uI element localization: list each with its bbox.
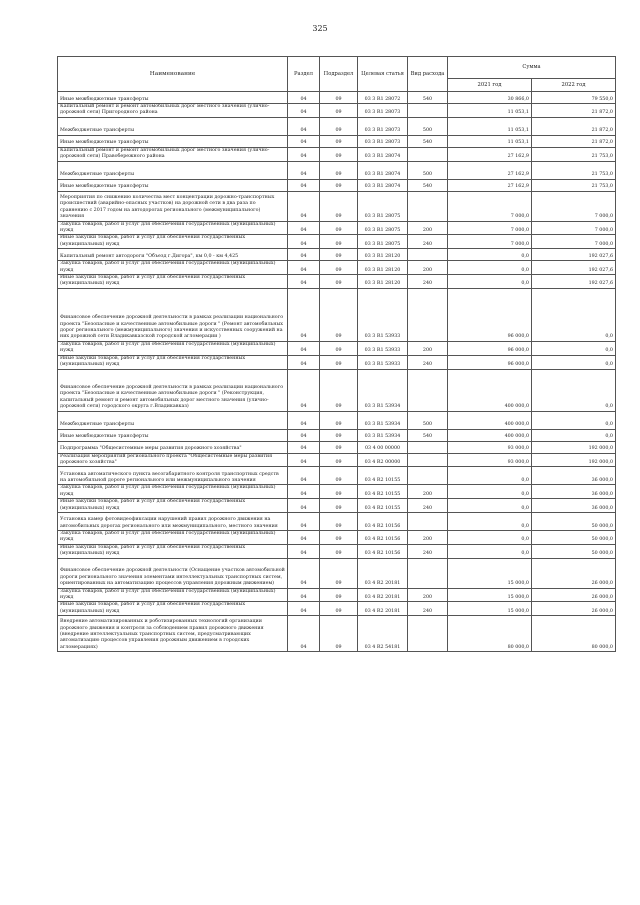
row-subsection: 09 [320, 485, 358, 499]
row-sum-2021: 11 053,1 [448, 117, 532, 135]
header-sum: Сумма [448, 57, 616, 79]
row-section: 04 [288, 288, 320, 341]
table-row [58, 221, 616, 235]
table-row [58, 616, 616, 652]
row-subsection: 09 [320, 369, 358, 411]
row-expense-type: 240 [408, 355, 448, 369]
row-sum-2022: 192 027,6 [532, 249, 616, 261]
row-expense-type: 240 [408, 235, 448, 249]
row-name: Мероприятия по снижению количества мест концентрации дорожно-транспортных происшествий (аварийно-опасных участков) на дорожной сети в два раза по сравнению с 2017 годом на автодорогах регионального (межмуниципального) значения [58, 191, 288, 221]
row-expense-type: 540 [408, 92, 448, 104]
table-row [58, 147, 616, 161]
row-name: Установка камер фотовидеофиксации нарушений правил дорожного движения на автомобильных дорогах регионального или межмуниципального, местного значения [58, 512, 288, 530]
row-sum-2021: 96 000,0 [448, 355, 532, 369]
row-target-article: 03 3 R1 28120 [358, 261, 408, 275]
row-sum-2022: 36 000,0 [532, 499, 616, 513]
row-sum-2022: 0,0 [532, 288, 616, 341]
row-expense-type: 500 [408, 411, 448, 429]
row-expense-type [408, 616, 448, 652]
row-section: 04 [288, 117, 320, 135]
row-sum-2022: 21 872,0 [532, 135, 616, 147]
row-subsection: 09 [320, 616, 358, 652]
row-name: Иные межбюджетные трансферты [58, 135, 288, 147]
row-target-article: 03 3 R1 28074 [358, 147, 408, 161]
row-section: 04 [288, 92, 320, 104]
row-section: 04 [288, 544, 320, 558]
row-expense-type [408, 441, 448, 453]
row-expense-type: 240 [408, 602, 448, 616]
row-subsection: 09 [320, 221, 358, 235]
row-subsection: 09 [320, 249, 358, 261]
row-sum-2022: 0,0 [532, 369, 616, 411]
row-expense-type: 200 [408, 588, 448, 602]
row-name: Межбюджетные трансферты [58, 161, 288, 179]
row-subsection: 09 [320, 261, 358, 275]
row-expense-type [408, 512, 448, 530]
row-subsection: 09 [320, 104, 358, 118]
row-sum-2021: 15 000,0 [448, 588, 532, 602]
row-expense-type [408, 147, 448, 161]
row-expense-type: 500 [408, 161, 448, 179]
row-section: 04 [288, 441, 320, 453]
row-target-article: 03 3 R1 53934 [358, 429, 408, 441]
row-section: 04 [288, 275, 320, 289]
table-row [58, 441, 616, 453]
header-subsection: Подраздел [320, 57, 358, 92]
table-row [58, 135, 616, 147]
row-section: 04 [288, 616, 320, 652]
row-target-article: 03 4 R2 00000 [358, 453, 408, 467]
row-expense-type: 500 [408, 117, 448, 135]
row-sum-2022: 21 753,0 [532, 147, 616, 161]
row-target-article: 03 3 R1 28075 [358, 191, 408, 221]
row-name: Капитальный ремонт и ремонт автомобильных дорог местного значения (улично-дорожной сети) Правобережного района [58, 147, 288, 161]
page-number: 325 [312, 24, 328, 33]
table-row [58, 235, 616, 249]
row-name: Реализация мероприятий регионального проекта "Общесистемные меры развития дорожного хозяйства" [58, 453, 288, 467]
table-body [58, 92, 616, 652]
row-expense-type [408, 467, 448, 485]
row-sum-2021: 7 000,0 [448, 235, 532, 249]
table-row [58, 249, 616, 261]
row-section: 04 [288, 341, 320, 355]
row-sum-2022: 79 550,0 [532, 92, 616, 104]
row-section: 04 [288, 369, 320, 411]
row-section: 04 [288, 261, 320, 275]
row-subsection: 09 [320, 429, 358, 441]
row-subsection: 09 [320, 161, 358, 179]
row-subsection: 09 [320, 467, 358, 485]
row-sum-2021: 0,0 [448, 467, 532, 485]
row-expense-type [408, 249, 448, 261]
row-sum-2021: 0,0 [448, 249, 532, 261]
row-sum-2021: 0,0 [448, 544, 532, 558]
row-target-article: 03 4 R2 20181 [358, 602, 408, 616]
row-sum-2021: 0,0 [448, 275, 532, 289]
row-target-article: 03 4 R2 10156 [358, 530, 408, 544]
row-expense-type [408, 104, 448, 118]
row-expense-type: 200 [408, 485, 448, 499]
row-sum-2021: 0,0 [448, 261, 532, 275]
table-row [58, 179, 616, 191]
row-expense-type [408, 558, 448, 588]
row-section: 04 [288, 191, 320, 221]
row-expense-type: 240 [408, 544, 448, 558]
row-subsection: 09 [320, 453, 358, 467]
row-section: 04 [288, 467, 320, 485]
row-subsection: 09 [320, 530, 358, 544]
row-sum-2022: 7 000,0 [532, 191, 616, 221]
table-row [58, 411, 616, 429]
row-sum-2022: 7 000,0 [532, 221, 616, 235]
row-sum-2022: 21 872,0 [532, 104, 616, 118]
row-section: 04 [288, 249, 320, 261]
row-sum-2022: 192 000,0 [532, 453, 616, 467]
table-row [58, 530, 616, 544]
header-section: Раздел [288, 57, 320, 92]
row-target-article: 03 3 R1 28075 [358, 235, 408, 249]
row-sum-2021: 400 000,0 [448, 369, 532, 411]
row-section: 04 [288, 161, 320, 179]
row-expense-type [408, 453, 448, 467]
row-name: Финансовое обеспечение дорожной деятельности (Оснащение участков автомобильной дороги регионального значения элементами интеллектуальных транспортных систем, ориентированных на автоматизацию процессов управления дорожным движением) [58, 558, 288, 588]
row-sum-2021: 27 162,9 [448, 147, 532, 161]
row-sum-2022: 50 000,0 [532, 512, 616, 530]
row-sum-2021: 0,0 [448, 512, 532, 530]
row-sum-2022: 0,0 [532, 341, 616, 355]
row-section: 04 [288, 221, 320, 235]
row-subsection: 09 [320, 135, 358, 147]
row-target-article: 03 4 R2 10155 [358, 499, 408, 513]
row-section: 04 [288, 135, 320, 147]
row-sum-2021: 7 000,0 [448, 221, 532, 235]
row-target-article: 03 3 R1 53933 [358, 341, 408, 355]
row-name: Иные межбюджетные трансферты [58, 429, 288, 441]
table-row [58, 161, 616, 179]
row-sum-2021: 93 000,0 [448, 441, 532, 453]
row-expense-type [408, 288, 448, 341]
table-row [58, 288, 616, 341]
table-row [58, 429, 616, 441]
row-name: Иные закупки товаров, работ и услуг для обеспечения государственных (муниципальных) нужд [58, 602, 288, 616]
row-subsection: 09 [320, 288, 358, 341]
row-sum-2021: 0,0 [448, 499, 532, 513]
row-sum-2021: 15 000,0 [448, 602, 532, 616]
row-subsection: 09 [320, 92, 358, 104]
row-sum-2021: 0,0 [448, 485, 532, 499]
row-subsection: 09 [320, 117, 358, 135]
row-sum-2021: 7 000,0 [448, 191, 532, 221]
row-subsection: 09 [320, 147, 358, 161]
row-section: 04 [288, 429, 320, 441]
row-section: 04 [288, 104, 320, 118]
row-sum-2021: 93 000,0 [448, 453, 532, 467]
row-expense-type: 200 [408, 341, 448, 355]
table-row [58, 588, 616, 602]
row-expense-type: 540 [408, 429, 448, 441]
row-target-article: 03 4 R2 20181 [358, 558, 408, 588]
row-name: Капитальный ремонт автодороги "Объезд г.Дигора", км 0,0 - км 4,425 [58, 249, 288, 261]
row-expense-type: 240 [408, 499, 448, 513]
header-year-2022: 2022 год [532, 79, 616, 92]
row-section: 04 [288, 588, 320, 602]
row-name: Подпрограмма "Общесистемные меры развития дорожного хозяйства" [58, 441, 288, 453]
header-expense-type: Вид расхода [408, 57, 448, 92]
row-target-article: 03 4 00 00000 [358, 441, 408, 453]
row-sum-2021: 30 866,0 [448, 92, 532, 104]
row-target-article: 03 4 R2 20181 [358, 588, 408, 602]
table-row [58, 104, 616, 118]
row-section: 04 [288, 530, 320, 544]
row-subsection: 09 [320, 191, 358, 221]
row-expense-type: 540 [408, 179, 448, 191]
table-row [58, 341, 616, 355]
row-sum-2022: 21 753,0 [532, 179, 616, 191]
row-target-article: 03 3 R1 28072 [358, 92, 408, 104]
row-sum-2022: 26 000,0 [532, 588, 616, 602]
row-expense-type: 200 [408, 261, 448, 275]
budget-table [57, 56, 616, 652]
row-subsection: 09 [320, 602, 358, 616]
row-section: 04 [288, 485, 320, 499]
row-expense-type: 540 [408, 135, 448, 147]
row-section: 04 [288, 355, 320, 369]
table-row [58, 261, 616, 275]
row-section: 04 [288, 512, 320, 530]
row-sum-2021: 96 000,0 [448, 341, 532, 355]
row-target-article: 03 4 R2 10155 [358, 467, 408, 485]
row-target-article: 03 3 R1 28075 [358, 221, 408, 235]
table-row [58, 558, 616, 588]
row-target-article: 03 4 R2 10156 [358, 512, 408, 530]
row-target-article: 03 3 R1 28073 [358, 104, 408, 118]
row-sum-2022: 0,0 [532, 429, 616, 441]
row-target-article: 03 4 R2 10156 [358, 544, 408, 558]
row-section: 04 [288, 558, 320, 588]
row-sum-2022: 36 000,0 [532, 467, 616, 485]
row-sum-2021: 15 000,0 [448, 558, 532, 588]
row-section: 04 [288, 411, 320, 429]
row-name: Закупка товаров, работ и услуг для обеспечения государственных (муниципальных) нужд [58, 530, 288, 544]
row-sum-2022: 21 872,0 [532, 117, 616, 135]
row-section: 04 [288, 147, 320, 161]
row-name: Финансовое обеспечение дорожной деятельности в рамках реализации национального проекта "Безопасные и качественные автомобильные дороги " (Реконструкция, капитальный ремонт и ремонт автомобильных дорог местного значения (улично-дорожной сети) городского округа г.Владикавказ) [58, 369, 288, 411]
row-sum-2022: 50 000,0 [532, 530, 616, 544]
row-target-article: 03 4 R2 54181 [358, 616, 408, 652]
header-name: Наименование [58, 57, 288, 92]
row-name: Межбюджетные трансферты [58, 411, 288, 429]
row-name: Финансовое обеспечение дорожной деятельности в рамках реализации национального проекта "Безопасные и качественные автомобильные дороги " (Ремонт автомобильных дорог регионального (межмуниципального) значения и искусственных сооружений на них дорожной сети Владикавказской городской агломерации ) [58, 288, 288, 341]
row-section: 04 [288, 453, 320, 467]
row-sum-2021: 0,0 [448, 530, 532, 544]
table-row [58, 512, 616, 530]
row-subsection: 09 [320, 341, 358, 355]
row-target-article: 03 3 R1 53933 [358, 288, 408, 341]
table-row [58, 191, 616, 221]
table-row [58, 453, 616, 467]
row-name: Иные закупки товаров, работ и услуг для обеспечения государственных (муниципальных) нужд [58, 235, 288, 249]
table-row [58, 92, 616, 104]
row-sum-2021: 96 000,0 [448, 288, 532, 341]
row-subsection: 09 [320, 179, 358, 191]
row-expense-type [408, 369, 448, 411]
row-sum-2022: 192 027,6 [532, 261, 616, 275]
table-row [58, 275, 616, 289]
table-row [58, 544, 616, 558]
row-expense-type: 200 [408, 221, 448, 235]
row-section: 04 [288, 235, 320, 249]
header-year-2021: 2021 год [448, 79, 532, 92]
row-subsection: 09 [320, 441, 358, 453]
row-target-article: 03 3 R1 28073 [358, 135, 408, 147]
row-section: 04 [288, 602, 320, 616]
table-row [58, 117, 616, 135]
row-sum-2021: 400 000,0 [448, 429, 532, 441]
row-subsection: 09 [320, 544, 358, 558]
row-subsection: 09 [320, 499, 358, 513]
row-subsection: 09 [320, 235, 358, 249]
row-sum-2022: 0,0 [532, 355, 616, 369]
row-target-article: 03 3 R1 53934 [358, 411, 408, 429]
table-row [58, 602, 616, 616]
row-target-article: 03 3 R1 28074 [358, 179, 408, 191]
row-section: 04 [288, 499, 320, 513]
row-name: Закупка товаров, работ и услуг для обеспечения государственных (муниципальных) нужд [58, 485, 288, 499]
row-target-article: 03 4 R2 10155 [358, 485, 408, 499]
row-sum-2022: 26 000,0 [532, 558, 616, 588]
row-sum-2021: 80 000,0 [448, 616, 532, 652]
row-sum-2022: 50 000,0 [532, 544, 616, 558]
row-name: Закупка товаров, работ и услуг для обеспечения государственных (муниципальных) нужд [58, 221, 288, 235]
row-name: Установка автоматического пункта весогабаритного контроля транспортных средств на автомобильной дороге регионального или межмуниципального значения [58, 467, 288, 485]
row-sum-2021: 27 162,9 [448, 161, 532, 179]
row-name: Внедрение автоматизированных и роботизированных технологий организации дорожного движения и контроля за соблюдением правил дорожного движения (внедрение интеллектуальных транспортных систем, предусматривающих автоматизацию процессов управления дорожным движением в городских агломерациях) [58, 616, 288, 652]
row-target-article: 03 3 R1 28120 [358, 249, 408, 261]
row-subsection: 09 [320, 588, 358, 602]
row-target-article: 03 3 R1 53933 [358, 355, 408, 369]
row-subsection: 09 [320, 411, 358, 429]
table-row [58, 467, 616, 485]
header-target-article: Целевая статья [358, 57, 408, 92]
row-name: Иные закупки товаров, работ и услуг для обеспечения государственных (муниципальных) нужд [58, 544, 288, 558]
row-sum-2021: 11 053,1 [448, 104, 532, 118]
row-target-article: 03 3 R1 28073 [358, 117, 408, 135]
row-sum-2022: 21 753,0 [532, 161, 616, 179]
row-sum-2022: 192 027,6 [532, 275, 616, 289]
table-row [58, 499, 616, 513]
row-sum-2022: 7 000,0 [532, 235, 616, 249]
row-name: Иные закупки товаров, работ и услуг для обеспечения государственных (муниципальных) нужд [58, 275, 288, 289]
row-name: Закупка товаров, работ и услуг для обеспечения государственных (муниципальных) нужд [58, 588, 288, 602]
row-subsection: 09 [320, 512, 358, 530]
row-name: Иные закупки товаров, работ и услуг для обеспечения государственных (муниципальных) нужд [58, 355, 288, 369]
row-expense-type: 240 [408, 275, 448, 289]
row-sum-2022: 26 000,0 [532, 602, 616, 616]
row-sum-2022: 192 000,0 [532, 441, 616, 453]
row-sum-2022: 80 000,0 [532, 616, 616, 652]
row-sum-2021: 400 000,0 [448, 411, 532, 429]
row-expense-type [408, 191, 448, 221]
table-row [58, 355, 616, 369]
table-row [58, 369, 616, 411]
row-target-article: 03 3 R1 53934 [358, 369, 408, 411]
row-name: Иные закупки товаров, работ и услуг для обеспечения государственных (муниципальных) нужд [58, 499, 288, 513]
row-name: Межбюджетные трансферты [58, 117, 288, 135]
table-row [58, 485, 616, 499]
row-section: 04 [288, 179, 320, 191]
row-sum-2021: 27 162,9 [448, 179, 532, 191]
row-sum-2022: 0,0 [532, 411, 616, 429]
row-name: Капитальный ремонт и ремонт автомобильных дорог местного значения (улично-дорожной сети) Пригородного района [58, 104, 288, 118]
row-name: Иные межбюджетные трансферты [58, 92, 288, 104]
row-target-article: 03 3 R1 28120 [358, 275, 408, 289]
row-expense-type: 200 [408, 530, 448, 544]
row-sum-2022: 36 000,0 [532, 485, 616, 499]
row-name: Иные межбюджетные трансферты [58, 179, 288, 191]
row-sum-2021: 11 053,1 [448, 135, 532, 147]
row-name: Закупка товаров, работ и услуг для обеспечения государственных (муниципальных) нужд [58, 261, 288, 275]
row-target-article: 03 3 R1 28074 [358, 161, 408, 179]
row-name: Закупка товаров, работ и услуг для обеспечения государственных (муниципальных) нужд [58, 341, 288, 355]
row-subsection: 09 [320, 275, 358, 289]
row-subsection: 09 [320, 558, 358, 588]
row-subsection: 09 [320, 355, 358, 369]
